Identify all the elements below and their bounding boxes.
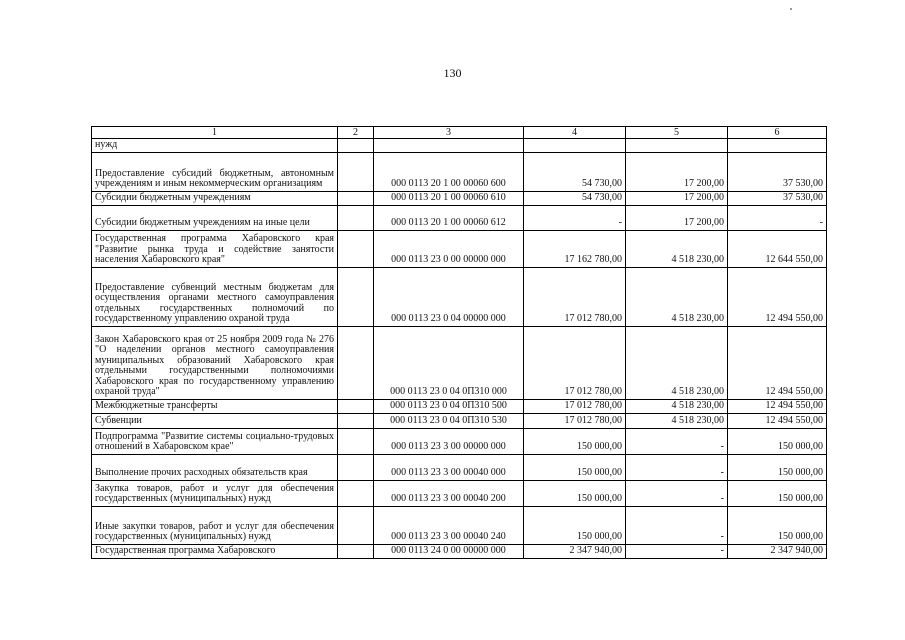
row-code-cell: 000 0113 23 0 04 0П310 530 — [374, 413, 524, 428]
row-name-cell: нужд — [92, 139, 338, 153]
table-row — [92, 191, 827, 205]
row-name-cell: Государственная программа Хабаровского — [92, 544, 338, 558]
row-value-col4: 150 000,00 — [524, 480, 626, 506]
row-value-col4: 17 012 780,00 — [524, 326, 626, 399]
row-value-col5: 17 200,00 — [626, 205, 728, 230]
row-col2-cell — [338, 267, 374, 326]
row-value-col4: - — [524, 205, 626, 230]
table-row — [92, 267, 827, 326]
row-value-col6: 150 000,00 — [728, 506, 827, 544]
row-col2-cell — [338, 454, 374, 480]
row-code-cell: 000 0113 20 1 00 00060 612 — [374, 205, 524, 230]
row-value-col4: 54 730,00 — [524, 191, 626, 205]
row-value-col6: 150 000,00 — [728, 428, 827, 454]
table-row — [92, 230, 827, 267]
table-row — [92, 152, 827, 191]
column-header: 5 — [626, 127, 728, 139]
row-value-col6: 37 530,00 — [728, 191, 827, 205]
row-code-cell: 000 0113 24 0 00 00000 000 — [374, 544, 524, 558]
column-header: 1 — [92, 127, 338, 139]
row-value-col6: 12 494 550,00 — [728, 399, 827, 413]
row-code-cell — [374, 139, 524, 153]
row-value-col6 — [728, 139, 827, 153]
row-col2-cell — [338, 230, 374, 267]
row-name-cell: Субсидии бюджетным учреждениям на иные цели — [92, 205, 338, 230]
header-row — [92, 127, 827, 139]
row-col2-cell — [338, 139, 374, 153]
row-value-col4: 17 012 780,00 — [524, 413, 626, 428]
row-value-col5: 4 518 230,00 — [626, 230, 728, 267]
row-col2-cell — [338, 480, 374, 506]
row-name-cell: Закон Хабаровского края от 25 ноября 2009 года № 276 "О наделении органов местного самоуправления муниципальных образований Хабаровского края отдельными государственными полномочиями Хабаровского края по государственному управлению охраной труда" — [92, 326, 338, 399]
row-value-col6: 150 000,00 — [728, 454, 827, 480]
budget-table — [91, 126, 827, 559]
row-value-col5: 4 518 230,00 — [626, 399, 728, 413]
column-header: 2 — [338, 127, 374, 139]
row-value-col6: - — [728, 205, 827, 230]
table-row — [92, 480, 827, 506]
row-value-col5: 4 518 230,00 — [626, 413, 728, 428]
row-name-cell: Субсидии бюджетным учреждениям — [92, 191, 338, 205]
row-value-col4: 150 000,00 — [524, 506, 626, 544]
row-value-col6: 150 000,00 — [728, 480, 827, 506]
row-value-col6: 12 644 550,00 — [728, 230, 827, 267]
row-col2-cell — [338, 399, 374, 413]
table-row — [92, 326, 827, 399]
row-value-col4: 17 012 780,00 — [524, 399, 626, 413]
table-row — [92, 506, 827, 544]
row-value-col4: 2 347 940,00 — [524, 544, 626, 558]
row-value-col4 — [524, 139, 626, 153]
row-col2-cell — [338, 152, 374, 191]
row-code-cell: 000 0113 23 3 00 00000 000 — [374, 428, 524, 454]
row-code-cell: 000 0113 23 3 00 00040 200 — [374, 480, 524, 506]
row-col2-cell — [338, 506, 374, 544]
row-col2-cell — [338, 544, 374, 558]
row-name-cell: Подпрограмма "Развитие системы социально-трудовых отношений в Хабаровском крае" — [92, 428, 338, 454]
column-header: 3 — [374, 127, 524, 139]
table-row — [92, 205, 827, 230]
row-code-cell: 000 0113 23 0 04 0П310 500 — [374, 399, 524, 413]
row-name-cell: Предоставление субвенций местным бюджетам для осуществления органами местного самоуправления отдельных государственных полномочий по государственному управлению охраной труда — [92, 267, 338, 326]
table-row — [92, 139, 827, 153]
table-row — [92, 544, 827, 558]
row-value-col5: 4 518 230,00 — [626, 326, 728, 399]
row-value-col5: - — [626, 428, 728, 454]
page-number: 130 — [443, 66, 462, 80]
row-code-cell: 000 0113 20 1 00 00060 610 — [374, 191, 524, 205]
column-header: 4 — [524, 127, 626, 139]
row-value-col5: - — [626, 506, 728, 544]
row-name-cell: Предоставление субсидий бюджетным, автономным учреждениям и иным некоммерческим организациям — [92, 152, 338, 191]
scan-speck — [790, 8, 792, 10]
row-value-col5: - — [626, 454, 728, 480]
row-value-col4: 54 730,00 — [524, 152, 626, 191]
row-value-col5: 4 518 230,00 — [626, 267, 728, 326]
row-name-cell: Иные закупки товаров, работ и услуг для обеспечения государственных (муниципальных) нужд — [92, 506, 338, 544]
row-code-cell: 000 0113 23 0 04 0П310 000 — [374, 326, 524, 399]
row-code-cell: 000 0113 23 0 00 00000 000 — [374, 230, 524, 267]
row-value-col6: 12 494 550,00 — [728, 267, 827, 326]
row-col2-cell — [338, 413, 374, 428]
table-row — [92, 413, 827, 428]
table-row — [92, 454, 827, 480]
table-row — [92, 399, 827, 413]
table-row — [92, 428, 827, 454]
row-name-cell: Закупка товаров, работ и услуг для обеспечения государственных (муниципальных) нужд — [92, 480, 338, 506]
row-code-cell: 000 0113 20 1 00 00060 600 — [374, 152, 524, 191]
row-value-col4: 17 012 780,00 — [524, 267, 626, 326]
row-col2-cell — [338, 191, 374, 205]
row-code-cell: 000 0113 23 3 00 00040 240 — [374, 506, 524, 544]
row-value-col5: 17 200,00 — [626, 152, 728, 191]
row-value-col6: 2 347 940,00 — [728, 544, 827, 558]
row-value-col6: 12 494 550,00 — [728, 326, 827, 399]
row-value-col6: 12 494 550,00 — [728, 413, 827, 428]
row-value-col5: 17 200,00 — [626, 191, 728, 205]
row-value-col4: 150 000,00 — [524, 454, 626, 480]
row-value-col5: - — [626, 480, 728, 506]
row-value-col6: 37 530,00 — [728, 152, 827, 191]
row-value-col5 — [626, 139, 728, 153]
row-col2-cell — [338, 205, 374, 230]
row-code-cell: 000 0113 23 0 04 00000 000 — [374, 267, 524, 326]
row-code-cell: 000 0113 23 3 00 00040 000 — [374, 454, 524, 480]
row-value-col4: 17 162 780,00 — [524, 230, 626, 267]
row-name-cell: Государственная программа Хабаровского края "Развитие рынка труда и содействие занятости населения Хабаровского края" — [92, 230, 338, 267]
row-value-col5: - — [626, 544, 728, 558]
row-name-cell: Межбюджетные трансферты — [92, 399, 338, 413]
column-header: 6 — [728, 127, 827, 139]
row-col2-cell — [338, 326, 374, 399]
row-value-col4: 150 000,00 — [524, 428, 626, 454]
row-name-cell: Субвенции — [92, 413, 338, 428]
row-col2-cell — [338, 428, 374, 454]
row-name-cell: Выполнение прочих расходных обязательств края — [92, 454, 338, 480]
